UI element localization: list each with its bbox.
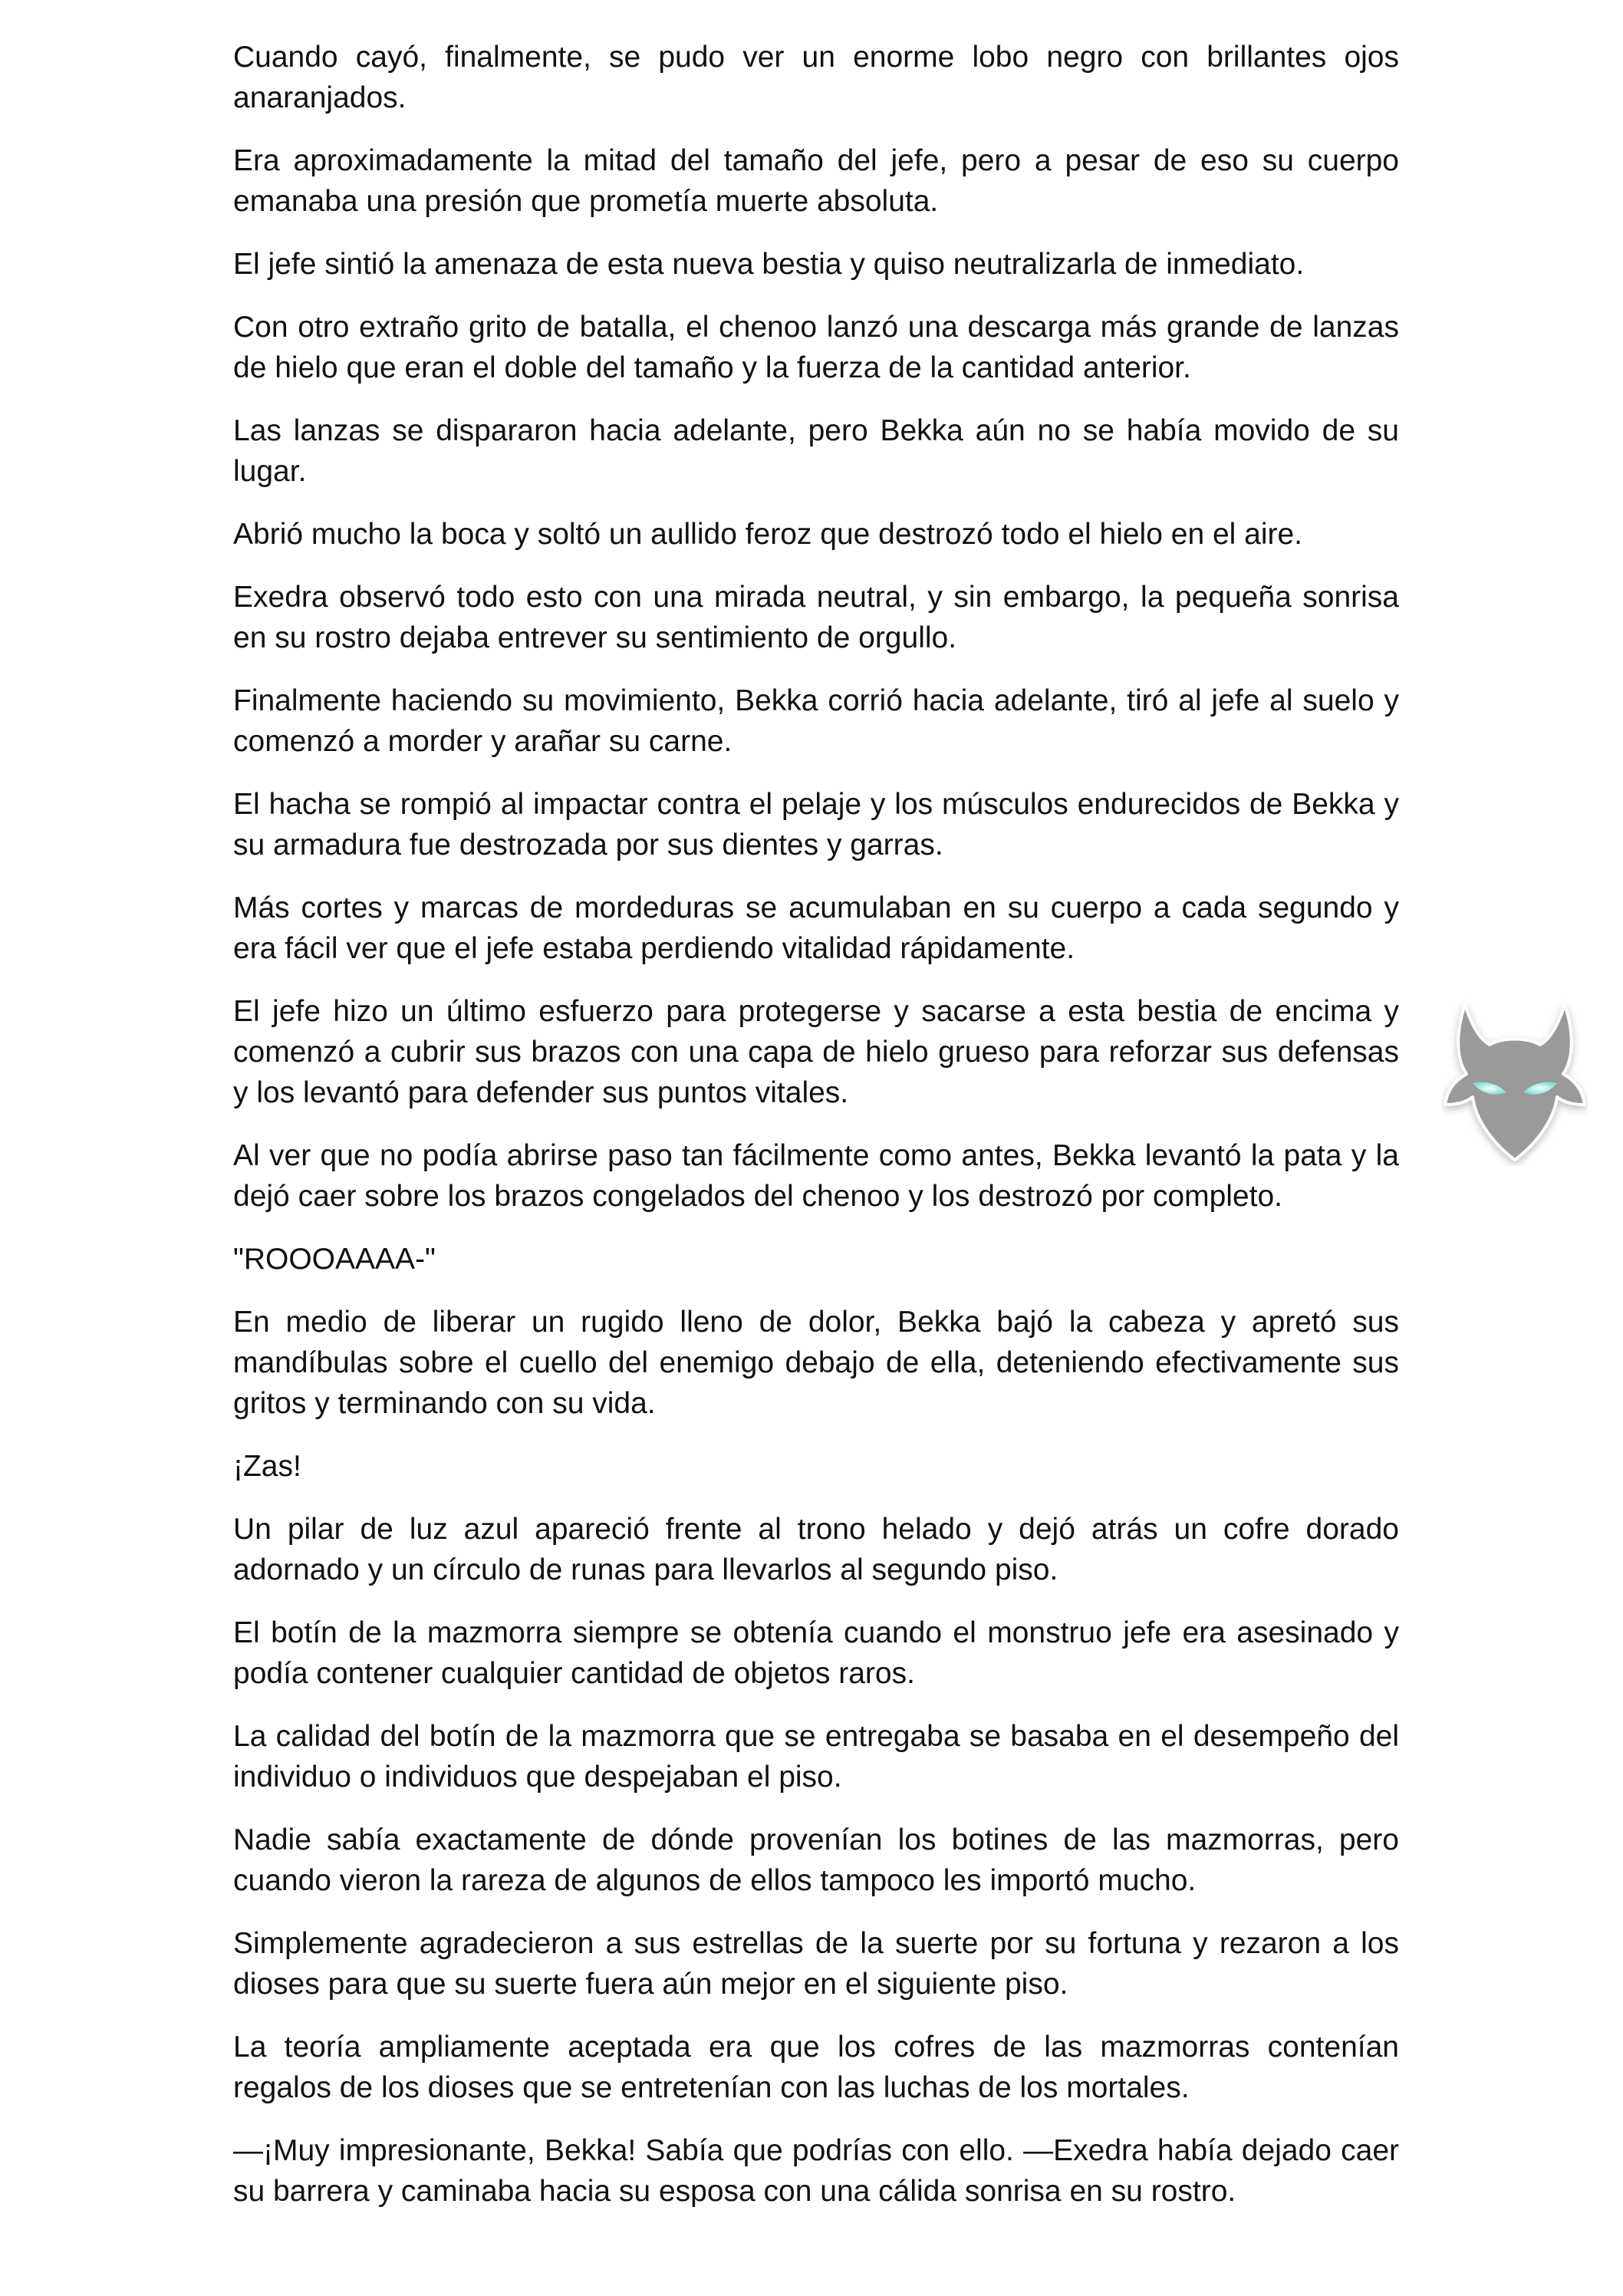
paragraph: Más cortes y marcas de mordeduras se acumulaban en su cuerpo a cada segundo y era fácil ver que el jefe estaba perdiendo vitalidad rápidamente.: [233, 891, 1399, 965]
demon-head-icon: [1442, 997, 1588, 1166]
paragraph: Finalmente haciendo su movimiento, Bekka corrió hacia adelante, tiró al jefe al suelo y comenzó a morder y arañar su carne.: [233, 684, 1399, 758]
paragraph: La calidad del botín de la mazmorra que se entregaba se basaba en el desempeño del individuo o individuos que despejaban el piso.: [233, 1720, 1399, 1794]
paragraph: Exedra observó todo esto con una mirada neutral, y sin embargo, la pequeña sonrisa en su rostro dejaba entrever su sentimiento de orgullo.: [233, 581, 1399, 654]
paragraph: El jefe sintió la amenaza de esta nueva bestia y quiso neutralizarla de inmediato.: [233, 248, 1305, 281]
paragraph: El hacha se rompió al impactar contra el pelaje y los músculos endurecidos de Bekka y su armadura fue destrozada por sus dientes y garras.: [233, 788, 1399, 861]
paragraph: ¡Zas!: [233, 1450, 301, 1483]
paragraph: El botín de la mazmorra siempre se obtenía cuando el monstruo jefe era asesinado y podía contener cualquier cantidad de objetos raros.: [233, 1616, 1399, 1690]
paragraph: Un pilar de luz azul apareció frente al trono helado y dejó atrás un cofre dorado adornado y un círculo de runas para llevarlos al segundo piso.: [233, 1513, 1399, 1586]
paragraph: Abrió mucho la boca y soltó un aullido feroz que destrozó todo el hielo en el aire.: [233, 518, 1303, 551]
paragraph: —¡Muy impresionante, Bekka! Sabía que podrías con ello. —Exedra había dejado caer su barrera y caminaba hacia su esposa con una cálida sonrisa en su rostro.: [233, 2134, 1399, 2208]
paragraph: Las lanzas se dispararon hacia adelante, pero Bekka aún no se había movido de su lugar.: [233, 414, 1399, 488]
paragraph: "ROOOAAAA-": [233, 1243, 436, 1276]
paragraph: La teoría ampliamente aceptada era que los cofres de las mazmorras contenían regalos de los dioses que se entretenían con las luchas de los mortales.: [233, 2031, 1399, 2104]
paragraph: En medio de liberar un rugido lleno de dolor, Bekka bajó la cabeza y apretó sus mandíbulas sobre el cuello del enemigo debajo de ella, deteniendo efectivamente sus gritos y terminando con su vida.: [233, 1306, 1399, 1420]
paragraph: Cuando cayó, finalmente, se pudo ver un enorme lobo negro con brillantes ojos anaranjados.: [233, 41, 1399, 114]
paragraph: Simplemente agradecieron a sus estrellas de la suerte por su fortuna y rezaron a los dioses para que su suerte fuera aún mejor en el siguiente piso.: [233, 1927, 1399, 2001]
document-page: [233, 37, 1399, 2234]
paragraph: Al ver que no podía abrirse paso tan fácilmente como antes, Bekka levantó la pata y la dejó caer sobre los brazos congelados del chenoo y los destrozó por completo.: [233, 1139, 1399, 1213]
paragraph: Nadie sabía exactamente de dónde provenían los botines de las mazmorras, pero cuando vieron la rareza de algunos de ellos tampoco les importó mucho.: [233, 1823, 1399, 1897]
paragraph: Era aproximadamente la mitad del tamaño del jefe, pero a pesar de eso su cuerpo emanaba una presión que prometía muerte absoluta.: [233, 144, 1399, 218]
paragraph: El jefe hizo un último esfuerzo para protegerse y sacarse a esta bestia de encima y comenzó a cubrir sus brazos con una capa de hielo grueso para reforzar sus defensas y los levantó para defender sus puntos vitales.: [233, 995, 1399, 1109]
paragraph: Con otro extraño grito de batalla, el chenoo lanzó una descarga más grande de lanzas de hielo que eran el doble del tamaño y la fuerza de la cantidad anterior.: [233, 311, 1399, 384]
